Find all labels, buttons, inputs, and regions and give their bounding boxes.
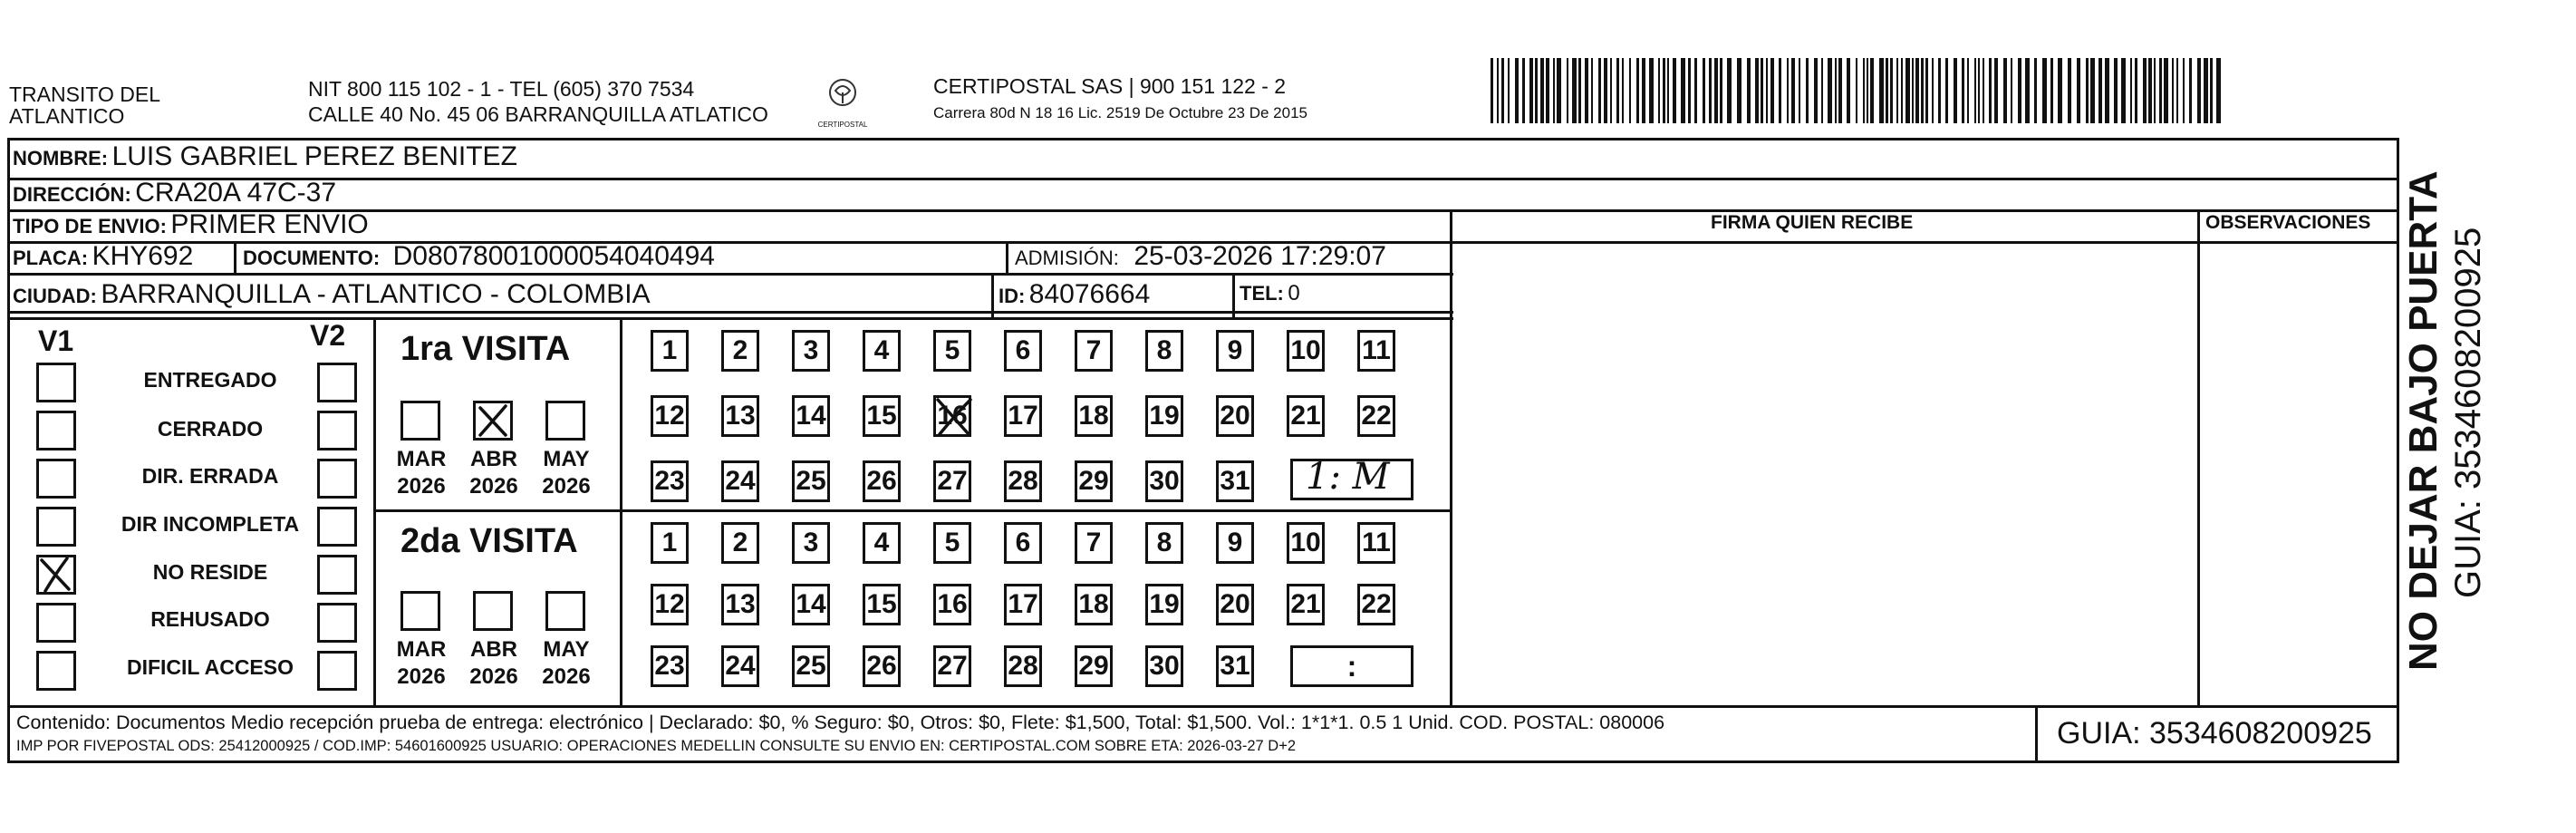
barcode-bar	[1886, 58, 1888, 123]
v1-rehusado-checkbox[interactable]	[36, 603, 76, 643]
first-visit-day-10[interactable]: 10	[1287, 330, 1325, 372]
status-dificil-acceso-label: DIFICIL ACCESO	[126, 655, 294, 679]
barcode-bar	[2172, 58, 2174, 123]
first-visit-day-29[interactable]: 29	[1075, 460, 1113, 502]
barcode-bar	[1658, 58, 1660, 123]
v1-dificil-acceso-checkbox[interactable]	[36, 651, 76, 691]
first-visit-day-20[interactable]: 20	[1216, 395, 1254, 437]
second-visit-day-13[interactable]: 13	[721, 584, 759, 625]
first-visit-day-25[interactable]: 25	[792, 460, 830, 502]
barcode-bar	[2148, 58, 2152, 123]
barcode-bar	[1989, 58, 1992, 123]
barcode-bar	[1535, 58, 1538, 123]
second-visit-day-16[interactable]: 16	[933, 584, 971, 625]
first-visit-day-24[interactable]: 24	[721, 460, 759, 502]
barcode-bar	[1714, 58, 1718, 123]
nombre-label: NOMBRE:	[13, 147, 109, 170]
first-visit-day-27[interactable]: 27	[933, 460, 971, 502]
barcode-bar	[1636, 58, 1639, 123]
first-visit-title: 1ra VISITA	[400, 330, 571, 368]
handwritten-x-mark	[932, 394, 976, 440]
second-visit-day-24[interactable]: 24	[721, 645, 759, 687]
second-visit-day-7[interactable]: 7	[1075, 522, 1113, 564]
barcode-bar	[1879, 58, 1884, 123]
nombre-row	[13, 141, 517, 172]
first-visit-day-26[interactable]: 26	[863, 460, 901, 502]
footer-guia-number: GUIA: 3534608200925	[2057, 716, 2372, 751]
barcode-bar	[1491, 58, 1493, 123]
first-visit-day-13[interactable]: 13	[721, 395, 759, 437]
first-visit-day-19[interactable]: 19	[1145, 395, 1183, 437]
second-visit-day-20[interactable]: 20	[1216, 584, 1254, 625]
first-visit-mar-checkbox[interactable]	[400, 401, 440, 441]
no-dejar-bajo-puerta-notice: NO DEJAR BAJO PUERTA	[2401, 170, 2446, 671]
first-visit-day-16[interactable]: 16	[933, 395, 971, 437]
barcode-bar	[1770, 58, 1774, 123]
barcode-bar	[1591, 58, 1593, 123]
barcode-bar	[1954, 58, 1957, 123]
status-rehusado-label: REHUSADO	[150, 607, 270, 631]
status-dir-errada-label: DIR. ERRADA	[141, 464, 279, 488]
barcode-bar	[1497, 58, 1499, 123]
barcode-bar	[1709, 58, 1712, 123]
col-divider	[373, 317, 376, 707]
first-visit-day-17[interactable]: 17	[1004, 395, 1042, 437]
second-visit-day-2[interactable]: 2	[721, 522, 759, 564]
barcode-bar	[2086, 58, 2089, 123]
barcode-bar	[1553, 58, 1555, 123]
first-visit-may-checkbox[interactable]	[545, 401, 585, 441]
v1-cerrado-checkbox[interactable]	[36, 411, 76, 450]
second-visit-day-3[interactable]: 3	[792, 522, 830, 564]
barcode-bar	[1720, 58, 1722, 123]
second-visit-day-31[interactable]: 31	[1216, 645, 1254, 687]
first-visit-day-12[interactable]: 12	[651, 395, 689, 437]
col-divider	[620, 317, 622, 707]
second-visit-day-8[interactable]: 8	[1145, 522, 1183, 564]
first-visit-day-30[interactable]: 30	[1145, 460, 1183, 502]
ciudad-label: CIUDAD:	[13, 285, 97, 307]
barcode-bar	[1925, 58, 1928, 123]
second-visit-title: 2da VISITA	[400, 522, 578, 560]
ciudad-cell	[13, 279, 651, 310]
documento-cell	[243, 241, 715, 272]
barcode-bar	[1629, 58, 1631, 123]
barcode-bar	[1867, 58, 1868, 123]
second-visit-day-25[interactable]: 25	[792, 645, 830, 687]
handwritten-x-mark	[473, 401, 513, 441]
barcode-bar	[1616, 58, 1619, 123]
second-visit-day-9[interactable]: 9	[1216, 522, 1254, 564]
direccion-row	[13, 178, 336, 208]
second-visit-day-27[interactable]: 27	[933, 645, 971, 687]
col-divider	[991, 273, 994, 318]
row-divider	[7, 178, 2399, 180]
certipostal-logo-icon	[815, 76, 870, 121]
barcode-bar	[2114, 58, 2118, 123]
second-visit-day-5[interactable]: 5	[933, 522, 971, 564]
v2-dir-incompleta-checkbox[interactable]	[317, 507, 357, 547]
barcode-bar	[2189, 58, 2192, 123]
first-visit-day-9[interactable]: 9	[1216, 330, 1254, 372]
barcode-bar	[1622, 58, 1624, 123]
row-divider	[7, 317, 1453, 320]
barcode-image	[1491, 58, 2229, 123]
barcode-bar	[1585, 58, 1588, 123]
barcode-bar	[1994, 58, 1998, 123]
sender-line-1: TRANSITO DEL	[9, 82, 160, 106]
barcode-bar	[2176, 58, 2178, 123]
barcode-bar	[1663, 58, 1665, 123]
nombre-value: LUIS GABRIEL PEREZ BENITEZ	[111, 141, 517, 171]
barcode-bar	[1847, 58, 1850, 123]
barcode-bar	[1529, 58, 1533, 123]
tipo-envio-value: PRIMER ENVIO	[170, 209, 369, 239]
barcode-bar	[1791, 58, 1795, 123]
barcode-bar	[1915, 58, 1919, 123]
barcode-bar	[2098, 58, 2102, 123]
barcode-bar	[2121, 58, 2126, 123]
tel-cell	[1240, 281, 1300, 306]
col-divider	[1006, 241, 1008, 274]
second-visit-time-box[interactable]: :	[1290, 645, 1413, 687]
barcode-bar	[1673, 58, 1676, 123]
logo-text: CERTIPOSTAL	[817, 121, 868, 129]
barcode-bar	[2143, 58, 2147, 123]
barcode-bar	[1828, 58, 1832, 123]
second-visit-may-checkbox[interactable]	[545, 591, 585, 631]
barcode-bar	[1921, 58, 1924, 123]
col-divider	[234, 241, 236, 274]
second-visit-day-15[interactable]: 15	[863, 584, 901, 625]
admision-value: 25-03-2026 17:29:07	[1134, 241, 1386, 271]
barcode-bar	[1761, 58, 1763, 123]
barcode-bar	[1863, 58, 1865, 123]
barcode-bar	[1508, 58, 1510, 123]
col-divider	[1232, 273, 1235, 318]
barcode-bar	[1598, 58, 1601, 123]
second-visit-may-label: MAY 2026	[542, 637, 591, 689]
v2-cerrado-checkbox[interactable]	[317, 411, 357, 450]
second-visit-day-19[interactable]: 19	[1145, 584, 1183, 625]
sender-nit: NIT 800 115 102 - 1 - TEL (605) 370 7534	[308, 77, 695, 101]
status-cerrado-label: CERRADO	[157, 417, 264, 441]
barcode-bar	[1747, 58, 1751, 123]
barcode-bar	[1932, 58, 1934, 123]
second-visit-abr-label: ABR 2026	[469, 637, 518, 689]
barcode-bar	[1604, 58, 1607, 123]
barcode-bar	[1890, 58, 1893, 123]
barcode-bar	[2154, 58, 2156, 123]
admision-label: ADMISIÓN:	[1015, 247, 1119, 269]
barcode-bar	[1557, 58, 1561, 123]
barcode-bar	[1838, 58, 1842, 123]
barcode-bar	[1737, 58, 1741, 123]
barcode-bar	[1546, 58, 1549, 123]
v1-header: V1	[38, 324, 74, 357]
second-visit-day-29[interactable]: 29	[1075, 645, 1113, 687]
barcode-bar	[2003, 58, 2007, 123]
second-visit-day-26[interactable]: 26	[863, 645, 901, 687]
courier-details	[933, 73, 1307, 127]
barcode-bar	[1567, 58, 1568, 123]
first-visit-abr-label: ABR 2026	[469, 447, 518, 499]
status-dir-incompleta-label: DIR INCOMPLETA	[121, 512, 300, 536]
barcode-bar	[1779, 58, 1781, 123]
second-visit-day-30[interactable]: 30	[1145, 645, 1183, 687]
barcode-bar	[1806, 58, 1809, 123]
v1-entregado-checkbox[interactable]	[36, 363, 76, 402]
handwritten-x-mark	[36, 555, 76, 595]
v1-dir-incompleta-checkbox[interactable]	[36, 507, 76, 547]
second-visit-day-21[interactable]: 21	[1287, 584, 1325, 625]
footer-divider	[7, 705, 2399, 708]
second-visit-abr-checkbox[interactable]	[473, 591, 513, 631]
barcode-bar	[1681, 58, 1685, 123]
barcode-bar	[1912, 58, 1914, 123]
id-cell	[999, 279, 1150, 310]
barcode-bar	[1727, 58, 1732, 123]
barcode-bar	[1787, 58, 1789, 123]
barcode-bar	[2034, 58, 2037, 123]
barcode-bar	[1766, 58, 1768, 123]
placa-cell	[13, 241, 193, 272]
ciudad-value: BARRANQUILLA - ATLANTICO - COLOMBIA	[101, 279, 651, 309]
row-divider	[7, 273, 1453, 276]
second-visit-day-18[interactable]: 18	[1075, 584, 1113, 625]
barcode-bar	[1901, 58, 1903, 123]
second-visit-day-28[interactable]: 28	[1004, 645, 1042, 687]
barcode-bar	[2090, 58, 2095, 123]
placa-value: KHY692	[92, 241, 194, 271]
tel-value: 0	[1288, 281, 1300, 305]
barcode-bar	[1610, 58, 1612, 123]
first-visit-day-15[interactable]: 15	[863, 395, 901, 437]
courier-name: CERTIPOSTAL SAS | 900 151 122 - 2	[933, 74, 1287, 98]
sender-address: CALLE 40 No. 45 06 BARRANQUILLA ATLATICO	[308, 102, 768, 126]
v2-entregado-checkbox[interactable]	[317, 363, 357, 402]
row-divider	[1450, 241, 2399, 244]
second-visit-day-10[interactable]: 10	[1287, 522, 1325, 564]
first-visit-day-14[interactable]: 14	[792, 395, 830, 437]
barcode-bar	[1983, 58, 1984, 123]
second-visit-day-12[interactable]: 12	[651, 584, 689, 625]
barcode-bar	[2183, 58, 2185, 123]
barcode-bar	[1967, 58, 1969, 123]
status-entregado-label: ENTREGADO	[143, 368, 277, 392]
first-visit-day-3[interactable]: 3	[792, 330, 830, 372]
second-visit-day-1[interactable]: 1	[651, 522, 689, 564]
first-visit-mar-label: MAR 2026	[396, 447, 447, 499]
documento-label: DOCUMENTO:	[243, 247, 381, 269]
barcode-bar	[2050, 58, 2053, 123]
courier-address: Carrera 80d N 18 16 Lic. 2519 De Octubre 23 De 2015	[933, 104, 1307, 121]
first-visit-abr-checkbox[interactable]	[473, 401, 513, 441]
v1-no-reside-checkbox[interactable]	[36, 555, 76, 595]
first-visit-day-11[interactable]: 11	[1357, 330, 1395, 372]
barcode-bar	[2077, 58, 2080, 123]
col-divider	[1450, 209, 1452, 708]
col-divider	[2197, 209, 2200, 708]
first-visit-day-5[interactable]: 5	[933, 330, 971, 372]
first-visit-day-22[interactable]: 22	[1357, 395, 1395, 437]
barcode-bar	[1962, 58, 1964, 123]
barcode-bar	[2135, 58, 2137, 123]
documento-value: D08078001000054040494	[392, 241, 715, 271]
barcode-bar	[1799, 58, 1800, 123]
barcode-bar	[2058, 58, 2062, 123]
barcode	[1491, 58, 2229, 123]
barcode-bar	[1649, 58, 1654, 123]
footer-content-line: Contenido: Documentos Medio recepción prueba de entrega: electrónico | Declarado: $0, % Seguro: $0, Otros: $0, Flete: $1,500, Total: $1,500. Vol.: 1*1*1. 0.5 1 Unid. COD. POSTAL: 080006	[16, 712, 1665, 733]
first-visit-day-18[interactable]: 18	[1075, 395, 1113, 437]
first-visit-day-1[interactable]: 1	[651, 330, 689, 372]
barcode-bar	[1974, 58, 1976, 123]
first-visit-day-23[interactable]: 23	[651, 460, 689, 502]
barcode-bar	[1978, 58, 1980, 123]
first-visit-day-2[interactable]: 2	[721, 330, 759, 372]
second-visit-day-4[interactable]: 4	[863, 522, 901, 564]
barcode-bar	[2210, 58, 2213, 123]
first-visit-day-8[interactable]: 8	[1145, 330, 1183, 372]
v2-dificil-acceso-checkbox[interactable]	[317, 651, 357, 691]
admision-cell	[1015, 241, 1386, 272]
first-visit-day-21[interactable]: 21	[1287, 395, 1325, 437]
barcode-bar	[1572, 58, 1577, 123]
footer-print-line: IMP POR FIVEPOSTAL ODS: 25412000925 / COD.IMP: 54601600925 USUARIO: OPERACIONES MEDELLIN CONSULTE SU ENVIO EN: CERTIPOSTAL.COM SOBRE ETA: 2026-03-27 D+2	[16, 738, 1297, 754]
first-visit-day-28[interactable]: 28	[1004, 460, 1042, 502]
id-value: 84076664	[1028, 279, 1151, 309]
v1-dir-errada-checkbox[interactable]	[36, 459, 76, 499]
barcode-bar	[1814, 58, 1818, 123]
barcode-bar	[1870, 58, 1874, 123]
barcode-bar	[1856, 58, 1857, 123]
footer-details	[16, 711, 1664, 758]
v2-header: V2	[310, 319, 346, 352]
first-visit-day-31[interactable]: 31	[1216, 460, 1254, 502]
barcode-bar	[2068, 58, 2071, 123]
placa-label: PLACA:	[13, 247, 89, 269]
certipostal-logo	[815, 76, 870, 131]
tipo-envio-row	[13, 209, 369, 240]
barcode-bar	[2159, 58, 2162, 123]
barcode-bar	[1896, 58, 1898, 123]
first-visit-may-label: MAY 2026	[542, 447, 591, 499]
visit-divider	[373, 509, 1452, 512]
barcode-bar	[2042, 58, 2047, 123]
barcode-bar	[1540, 58, 1544, 123]
first-visit-day-4[interactable]: 4	[863, 330, 901, 372]
sender-line-2: ATLANTICO	[9, 104, 125, 128]
second-visit-day-17[interactable]: 17	[1004, 584, 1042, 625]
barcode-bar	[1642, 58, 1645, 123]
sender-details	[308, 76, 768, 127]
barcode-bar	[2018, 58, 2021, 123]
first-visit-day-6[interactable]: 6	[1004, 330, 1042, 372]
col-divider	[2035, 705, 2038, 763]
barcode-bar	[1694, 58, 1697, 123]
status-no-reside-label: NO RESIDE	[152, 560, 268, 584]
barcode-bar	[1938, 58, 1941, 123]
second-visit-day-14[interactable]: 14	[792, 584, 830, 625]
second-visit-day-6[interactable]: 6	[1004, 522, 1042, 564]
barcode-bar	[1755, 58, 1759, 123]
barcode-bar	[1501, 58, 1504, 123]
v2-dir-errada-checkbox[interactable]	[317, 459, 357, 499]
barcode-bar	[2216, 58, 2221, 123]
barcode-bar	[2130, 58, 2132, 123]
second-visit-mar-label: MAR 2026	[396, 637, 447, 689]
observaciones-header: OBSERVACIONES	[2205, 212, 2371, 233]
barcode-bar	[1522, 58, 1525, 123]
firma-header: FIRMA QUIEN RECIBE	[1711, 212, 1914, 233]
barcode-bar	[2105, 58, 2109, 123]
barcode-bar	[1945, 58, 1948, 123]
barcode-bar	[2197, 58, 2201, 123]
barcode-bar	[1703, 58, 1705, 123]
id-label: ID:	[999, 285, 1026, 307]
second-visit-day-22[interactable]: 22	[1357, 584, 1395, 625]
barcode-bar	[2204, 58, 2208, 123]
barcode-bar	[1578, 58, 1581, 123]
barcode-bar	[1688, 58, 1691, 123]
second-visit-mar-checkbox[interactable]	[400, 591, 440, 631]
side-guia-number: GUIA: 3534608200925	[2448, 227, 2488, 598]
first-visit-time-handwriting: 1: M	[1306, 456, 1390, 498]
direccion-value: CRA20A 47C-37	[135, 178, 337, 208]
row-divider	[7, 311, 1453, 314]
sender-name	[9, 83, 160, 127]
tipo-envio-label: TIPO DE ENVIO:	[13, 215, 167, 237]
barcode-bar	[2164, 58, 2168, 123]
second-visit-day-23[interactable]: 23	[651, 645, 689, 687]
first-visit-day-7[interactable]: 7	[1075, 330, 1113, 372]
barcode-bar	[1515, 58, 1519, 123]
first-visit-time-box[interactable]	[1290, 456, 1413, 500]
barcode-bar	[2011, 58, 2012, 123]
barcode-bar	[1667, 58, 1669, 123]
barcode-bar	[1821, 58, 1823, 123]
v2-rehusado-checkbox[interactable]	[317, 603, 357, 643]
direccion-label: DIRECCIÓN:	[13, 183, 131, 206]
barcode-bar	[2025, 58, 2030, 123]
second-visit-day-11[interactable]: 11	[1357, 522, 1395, 564]
v2-no-reside-checkbox[interactable]	[317, 555, 357, 595]
barcode-bar	[1835, 58, 1837, 123]
barcode-bar	[1905, 58, 1910, 123]
tel-label: TEL:	[1240, 282, 1284, 305]
